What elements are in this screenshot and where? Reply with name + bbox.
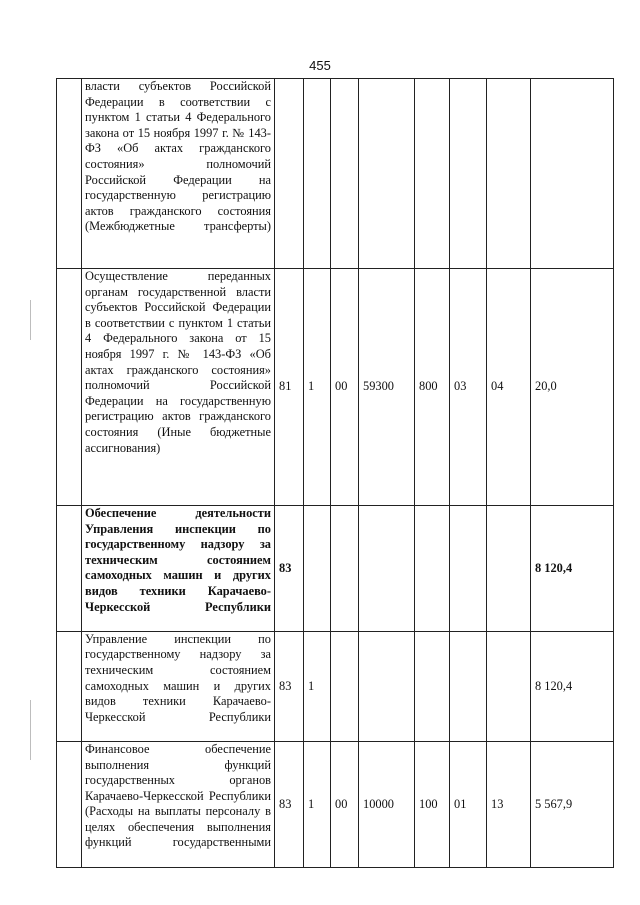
code7-cell [487,506,531,632]
code6-cell [450,79,487,269]
table-row [57,269,614,506]
amount-cell: 5 567,9 [531,741,614,867]
description-text: власти субъектов Российской Федерации в соответствии с пунктом 1 статьи 4 Федерального закона от 15 ноября 1997 г. № 143-ФЗ «Об актах гражданского состояния» полномочий Российской Федерации на государственную регистрацию актов гражданского состояния (Межбюджетные трансферты) [85,79,271,234]
scan-mark [30,700,31,760]
row-index-cell [57,741,82,867]
amount-cell: 20,0 [531,269,614,506]
code6-cell: 03 [450,269,487,506]
description-cell [82,269,275,506]
scan-mark [30,300,31,340]
code2-cell: 1 [304,269,331,506]
row-index-cell [57,79,82,269]
code4-cell: 59300 [359,269,415,506]
code4-cell [359,79,415,269]
code4-cell [359,631,415,741]
code7-cell: 04 [487,269,531,506]
description-cell [82,79,275,269]
code5-cell: 100 [415,741,450,867]
code5-cell [415,79,450,269]
amount-cell: 8 120,4 [531,506,614,632]
code1-cell: 83 [275,631,304,741]
code4-cell: 10000 [359,741,415,867]
code7-cell: 13 [487,741,531,867]
code2-cell: 1 [304,631,331,741]
description-text: Осуществление переданных органам государственной власти субъектов Российской Федерации в соответствии с пунктом 1 статьи 4 Федерального закона от 15 ноября 1997 г. № 143-ФЗ «Об актах гражданского состояния» полномочий Российской Федерации на государственную регистрацию актов гражданского состояния (Иные бюджетные ассигнования) [85,269,271,455]
code6-cell: 01 [450,741,487,867]
table-row [57,79,614,269]
code3-cell [331,506,359,632]
code5-cell [415,631,450,741]
code2-cell [304,79,331,269]
code2-cell [304,506,331,632]
code7-cell [487,79,531,269]
row-index-cell [57,631,82,741]
description-cell [82,741,275,867]
code3-cell [331,79,359,269]
amount-cell [531,79,614,269]
code1-cell: 83 [275,741,304,867]
code1-cell: 81 [275,269,304,506]
code1-cell [275,79,304,269]
code5-cell [415,506,450,632]
code5-cell: 800 [415,269,450,506]
code7-cell [487,631,531,741]
amount-cell: 8 120,4 [531,631,614,741]
code1-cell: 83 [275,506,304,632]
code4-cell [359,506,415,632]
description-cell [82,631,275,741]
table-row [57,631,614,741]
description-text: Управление инспекции по государственному надзору за техническим состоянием самоходных машин и других видов техники Карачаево-Черкесской Республики [85,631,271,724]
code6-cell [450,506,487,632]
code3-cell: 00 [331,741,359,867]
description-cell [82,506,275,632]
budget-table [56,78,614,868]
table-row [57,506,614,632]
code2-cell: 1 [304,741,331,867]
table-row [57,741,614,867]
code3-cell: 00 [331,269,359,506]
row-index-cell [57,269,82,506]
code6-cell [450,631,487,741]
description-text: Финансовое обеспечение выполнения функций государственных органов Карачаево-Черкесской Республики (Расходы на выплаты персоналу в целях обеспечения выполнения функций государственными [85,741,271,850]
page-number: 455 [309,58,331,73]
description-text: Обеспечение деятельности Управления инспекции по государственному надзору за техническим состоянием самоходных машин и других видов техники Карачаево-Черкесской Республики [85,506,271,614]
code3-cell [331,631,359,741]
row-index-cell [57,506,82,632]
